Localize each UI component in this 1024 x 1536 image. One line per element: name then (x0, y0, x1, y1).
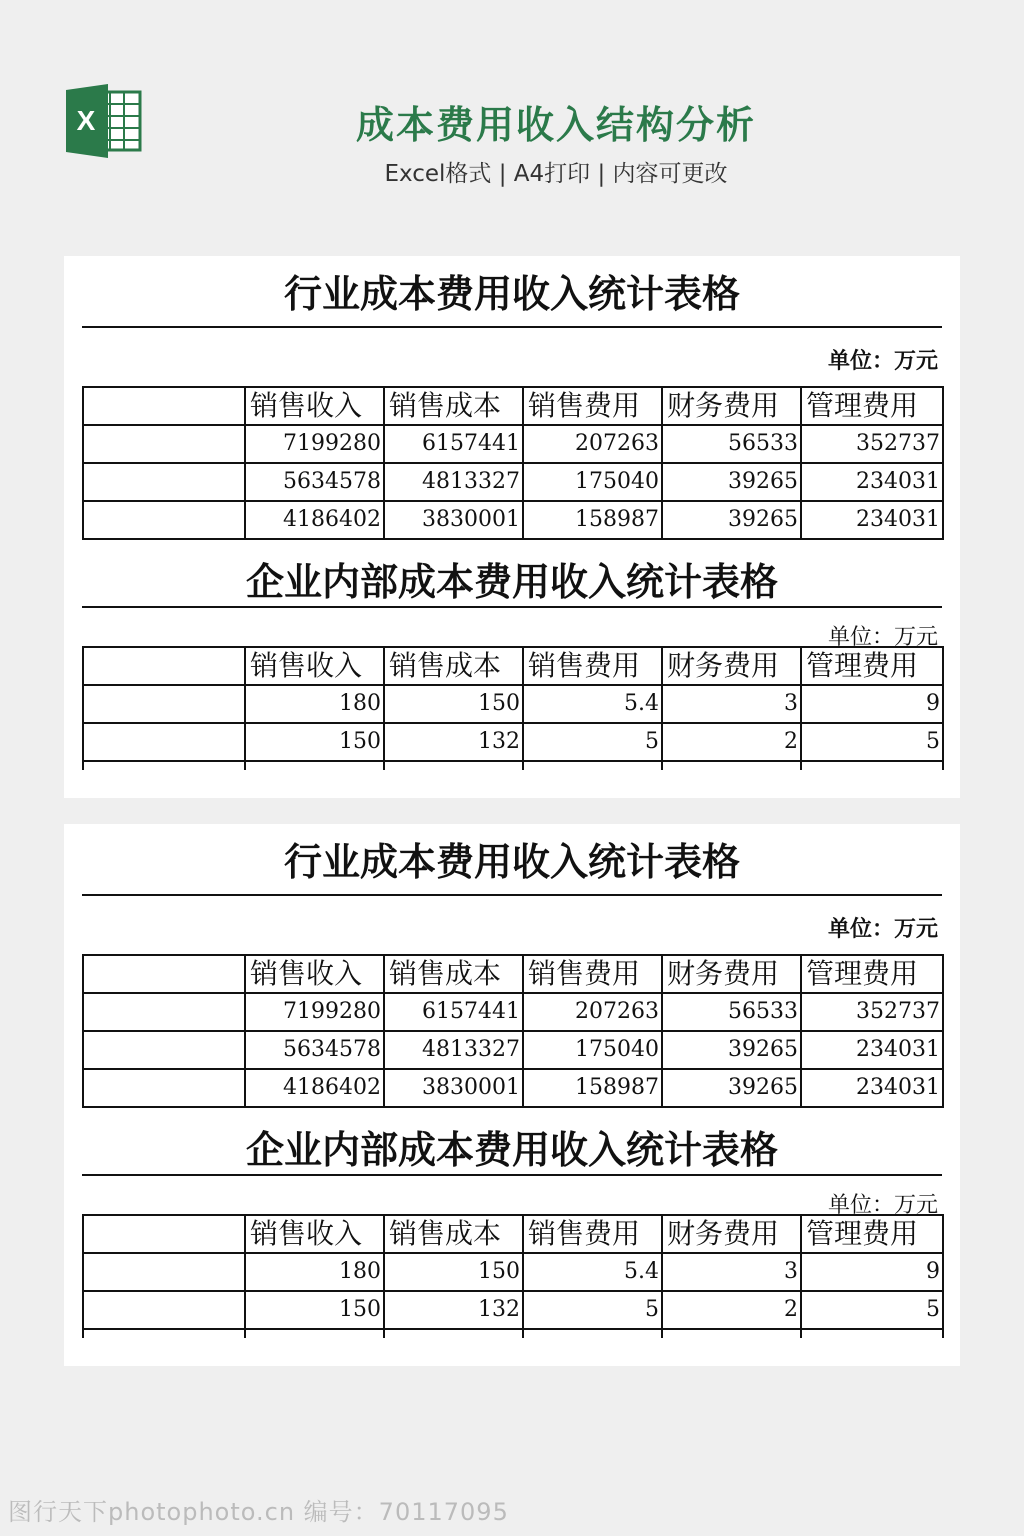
column-header: 销售成本 (384, 647, 523, 685)
table-cell: 234031 (801, 463, 943, 501)
watermark: 图行天下photophoto.cn 编号：70117095 (8, 1498, 509, 1526)
table-header-row (83, 647, 943, 685)
row-label-cell (83, 993, 245, 1031)
table-cell: 207263 (523, 993, 662, 1031)
table-cell: 150 (384, 1253, 523, 1291)
table-cell: 5 (801, 723, 943, 761)
title-underline (82, 894, 942, 896)
row-label-cell (83, 1253, 245, 1291)
table-cell: 180 (245, 685, 384, 723)
table-cell: 6157441 (384, 993, 523, 1031)
row-label-cell (83, 647, 245, 685)
industry-table (82, 386, 944, 540)
table-cell: 150 (245, 723, 384, 761)
column-header: 销售费用 (523, 647, 662, 685)
table-cell: 9 (801, 1253, 943, 1291)
column-header: 销售费用 (523, 387, 662, 425)
unit-label: 单位：万元 (827, 1193, 938, 1218)
unit-label: 单位：万元 (827, 348, 938, 374)
page-title: 成本费用收入结构分析 (355, 103, 756, 147)
row-label-cell (83, 1215, 245, 1253)
table-cell: 150 (245, 1291, 384, 1329)
column-header: 管理费用 (801, 647, 943, 685)
column-header: 销售费用 (523, 1215, 662, 1253)
table-cell: 7199280 (245, 425, 384, 463)
industry-table-title: 行业成本费用收入统计表格 (283, 839, 740, 884)
column-header: 管理费用 (801, 955, 943, 993)
table-header-row (83, 955, 943, 993)
row-label-cell (83, 685, 245, 723)
row-label-cell (83, 723, 245, 761)
table-row (83, 501, 943, 539)
column-header: 销售成本 (384, 955, 523, 993)
enterprise-table-title: 企业内部成本费用收入统计表格 (245, 1127, 778, 1172)
table-cell: 4813327 (384, 1031, 523, 1069)
table-row (83, 425, 943, 463)
table-cell: 132 (384, 1291, 523, 1329)
enterprise-table (82, 646, 944, 770)
table-cell: 234031 (801, 1031, 943, 1069)
table-cell: 352737 (801, 993, 943, 1031)
column-header: 管理费用 (801, 387, 943, 425)
table-cell: 234031 (801, 501, 943, 539)
table-cell: 5 (523, 723, 662, 761)
row-label-cell (83, 1031, 245, 1069)
table-cell: 158987 (523, 1069, 662, 1107)
table-cell: 234031 (801, 1069, 943, 1107)
excel-icon (66, 84, 144, 158)
table-header-row (83, 1215, 943, 1253)
table-cell: 175040 (523, 463, 662, 501)
table-cell: 5 (523, 1291, 662, 1329)
table-row (83, 463, 943, 501)
table-cell: 3830001 (384, 501, 523, 539)
row-label-cell (83, 1291, 245, 1329)
title-underline (82, 326, 942, 328)
table-cell: 39265 (662, 501, 801, 539)
table-cell: 39265 (662, 1069, 801, 1107)
header (0, 0, 1024, 230)
table-row (83, 1253, 943, 1291)
table-row-cutoff (83, 1329, 943, 1338)
table-header-row (83, 387, 943, 425)
column-header: 管理费用 (801, 1215, 943, 1253)
table-cell: 352737 (801, 425, 943, 463)
title-underline (82, 1174, 942, 1176)
table-cell: 158987 (523, 501, 662, 539)
row-label-cell (83, 1069, 245, 1107)
table-cell: 5 (801, 1291, 943, 1329)
column-header: 销售成本 (384, 1215, 523, 1253)
table-cell: 5634578 (245, 1031, 384, 1069)
column-header: 销售收入 (245, 387, 384, 425)
industry-table (82, 954, 944, 1108)
table-cell: 2 (662, 1291, 801, 1329)
unit-label: 单位：万元 (827, 916, 938, 942)
sheet-preview (64, 256, 960, 798)
row-label-cell (83, 463, 245, 501)
column-header: 销售收入 (245, 955, 384, 993)
table-cell: 4813327 (384, 463, 523, 501)
excel-icon-letter: X (76, 105, 96, 136)
column-header: 财务费用 (662, 387, 801, 425)
table-cell: 3830001 (384, 1069, 523, 1107)
row-label-cell (83, 955, 245, 993)
row-label-cell (83, 387, 245, 425)
table-cell: 175040 (523, 1031, 662, 1069)
table-cell: 56533 (662, 425, 801, 463)
table-cell: 180 (245, 1253, 384, 1291)
table-cell: 2 (662, 723, 801, 761)
column-header: 财务费用 (662, 647, 801, 685)
table-cell: 6157441 (384, 425, 523, 463)
column-header: 财务费用 (662, 1215, 801, 1253)
enterprise-table-title: 企业内部成本费用收入统计表格 (245, 559, 778, 604)
row-label-cell (83, 501, 245, 539)
enterprise-table (82, 1214, 944, 1338)
column-header: 销售收入 (245, 647, 384, 685)
row-label-cell (83, 425, 245, 463)
column-header: 销售成本 (384, 387, 523, 425)
table-row (83, 1069, 943, 1107)
table-cell: 9 (801, 685, 943, 723)
unit-label: 单位：万元 (827, 625, 938, 650)
table-cell: 3 (662, 685, 801, 723)
industry-table-title: 行业成本费用收入统计表格 (283, 271, 740, 316)
table-row (83, 1291, 943, 1329)
table-cell: 132 (384, 723, 523, 761)
table-row (83, 723, 943, 761)
table-cell: 39265 (662, 1031, 801, 1069)
table-cell: 39265 (662, 463, 801, 501)
table-cell: 150 (384, 685, 523, 723)
title-underline (82, 606, 942, 608)
table-cell: 7199280 (245, 993, 384, 1031)
table-cell: 5.4 (523, 1253, 662, 1291)
table-row-cutoff (83, 761, 943, 770)
column-header: 销售收入 (245, 1215, 384, 1253)
table-cell: 5634578 (245, 463, 384, 501)
table-row (83, 993, 943, 1031)
column-header: 销售费用 (523, 955, 662, 993)
column-header: 财务费用 (662, 955, 801, 993)
table-cell: 5.4 (523, 685, 662, 723)
table-cell: 3 (662, 1253, 801, 1291)
table-cell: 207263 (523, 425, 662, 463)
page-subtitle: Excel格式 | A4打印 | 内容可更改 (384, 161, 728, 187)
table-cell: 4186402 (245, 1069, 384, 1107)
table-row (83, 1031, 943, 1069)
table-cell: 4186402 (245, 501, 384, 539)
sheet-preview (64, 824, 960, 1366)
table-cell: 56533 (662, 993, 801, 1031)
table-row (83, 685, 943, 723)
